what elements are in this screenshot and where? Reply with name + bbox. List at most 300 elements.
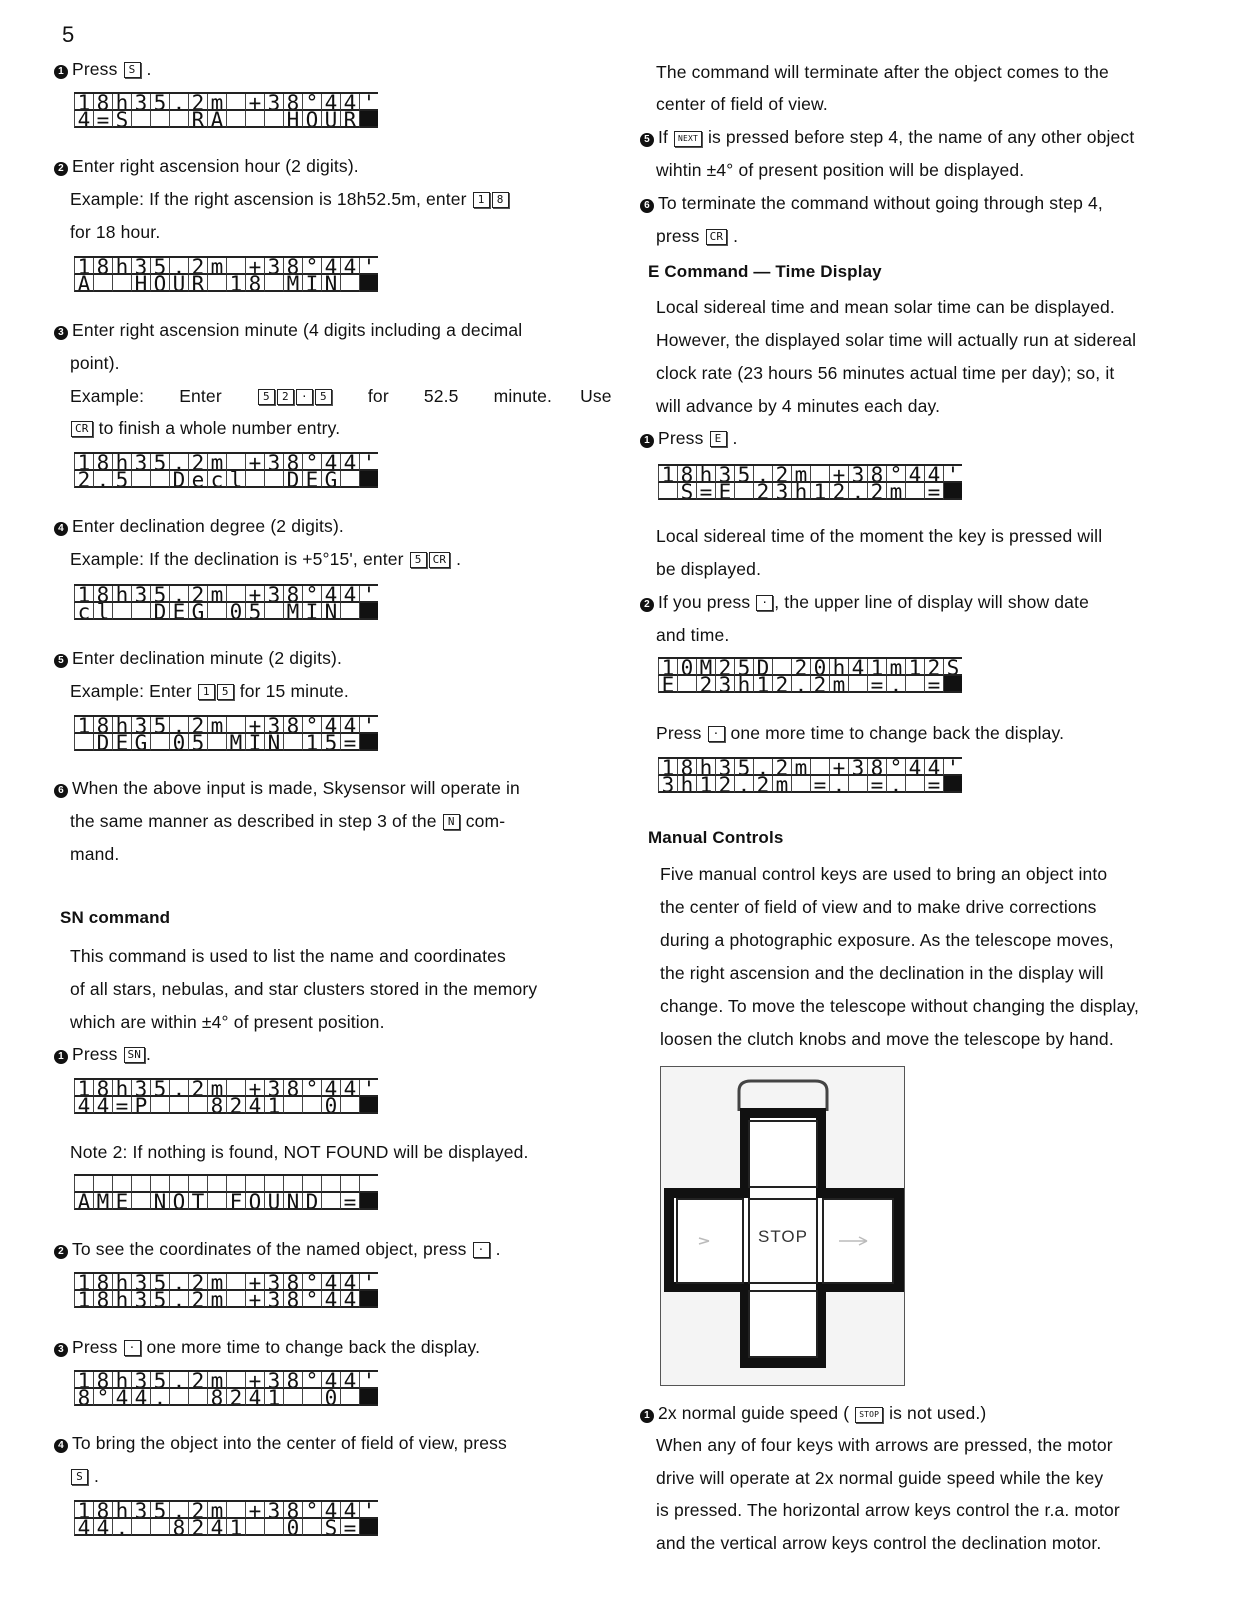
text-line: Five manual control keys are used to bring an object into bbox=[660, 864, 1108, 884]
lcd-cell: m bbox=[207, 94, 226, 111]
lcd-cell bbox=[264, 1176, 283, 1193]
lcd-cell: . bbox=[169, 717, 188, 734]
lcd-cell: 8 bbox=[283, 454, 302, 471]
lcd-cell: 2 bbox=[753, 776, 772, 793]
lcd-cell bbox=[245, 471, 264, 488]
step-number-icon: 2 bbox=[54, 1245, 68, 1259]
lcd-cell: 4 bbox=[321, 454, 340, 471]
lcd-cell: m bbox=[207, 1291, 226, 1308]
lcd-cell: D bbox=[169, 471, 188, 488]
lcd-cell: c bbox=[74, 603, 93, 620]
lcd-cell bbox=[207, 734, 226, 751]
stop-key-label: STOP bbox=[758, 1227, 808, 1246]
lcd-cell: 4 bbox=[905, 466, 924, 483]
lcd-cell: 4 bbox=[207, 1519, 226, 1536]
text-line: be displayed. bbox=[656, 559, 762, 579]
lcd-cell bbox=[264, 111, 283, 128]
lcd-cell: l bbox=[93, 603, 112, 620]
lcd-cell: 8 bbox=[677, 759, 696, 776]
lcd-cell: M bbox=[226, 734, 245, 751]
step-number-icon: 1 bbox=[54, 65, 68, 79]
lcd-cell bbox=[283, 1389, 302, 1406]
lcd-cell: h bbox=[829, 659, 848, 676]
lcd-cell: ° bbox=[302, 94, 321, 111]
lcd-cell: 4 bbox=[848, 659, 867, 676]
lcd-cell: m bbox=[207, 1274, 226, 1291]
lcd-cell: N bbox=[150, 1193, 169, 1210]
lcd-cell: 8 bbox=[207, 1389, 226, 1406]
lcd-cell: 1 bbox=[226, 275, 245, 292]
lcd-cell: h bbox=[112, 454, 131, 471]
lcd-cell bbox=[150, 1176, 169, 1193]
lcd-cell: 1 bbox=[264, 1097, 283, 1114]
step-6-line: 6 When the above input is made, Skysensor will operate in bbox=[54, 777, 520, 799]
step-number-icon: 5 bbox=[54, 654, 68, 668]
lcd-cell: 2 bbox=[188, 1274, 207, 1291]
lcd-cell bbox=[340, 1176, 359, 1193]
lcd-cell: 3 bbox=[848, 466, 867, 483]
lcd-cell bbox=[150, 1519, 169, 1536]
lcd-cell: 3 bbox=[264, 1274, 283, 1291]
lcd-cell: 3 bbox=[715, 466, 734, 483]
lcd-cell: G bbox=[188, 603, 207, 620]
lcd-cell: 5 bbox=[112, 471, 131, 488]
lcd-cell bbox=[359, 1389, 378, 1406]
lcd-cell: A bbox=[74, 1193, 93, 1210]
lcd-cell: 1 bbox=[74, 1080, 93, 1097]
lcd-cell bbox=[245, 111, 264, 128]
lcd-cell: = bbox=[810, 776, 829, 793]
lcd-cell: m bbox=[886, 659, 905, 676]
lcd-cell: M bbox=[696, 659, 715, 676]
lcd-cell: ' bbox=[359, 94, 378, 111]
example-line: Example: Enter 1 5 for 15 minute. bbox=[70, 681, 349, 701]
lcd-cell bbox=[188, 1389, 207, 1406]
lcd-cell bbox=[943, 776, 962, 793]
lcd-cell: c bbox=[207, 471, 226, 488]
lcd-cell: 4 bbox=[340, 94, 359, 111]
lcd-cell: 1 bbox=[658, 466, 677, 483]
lcd-cell: 2 bbox=[188, 94, 207, 111]
lcd-cell: 8 bbox=[93, 1274, 112, 1291]
lcd-cell bbox=[264, 275, 283, 292]
lcd-cell bbox=[848, 676, 867, 693]
lcd-cell: 1 bbox=[74, 1291, 93, 1308]
lcd-cell: = bbox=[93, 111, 112, 128]
lcd-cell: E bbox=[658, 676, 677, 693]
lcd-cell: I bbox=[302, 275, 321, 292]
lcd-cell: 3 bbox=[264, 1080, 283, 1097]
lcd-cell: I bbox=[302, 603, 321, 620]
lcd-cell: 4 bbox=[924, 466, 943, 483]
lcd-cell bbox=[226, 258, 245, 275]
lcd-cell: 8 bbox=[93, 717, 112, 734]
text-line: which are within ±4° of present position. bbox=[70, 1012, 385, 1032]
lcd-cell: A bbox=[74, 275, 93, 292]
lcd-cell bbox=[340, 1389, 359, 1406]
lcd-cell: + bbox=[245, 1502, 264, 1519]
step-number-icon: 3 bbox=[54, 1343, 68, 1357]
lcd-cell: 1 bbox=[658, 759, 677, 776]
lcd-cell: 4 bbox=[245, 1097, 264, 1114]
lcd-cell: m bbox=[886, 483, 905, 500]
lcd-cell: = bbox=[696, 483, 715, 500]
lcd-cell: 8 bbox=[867, 759, 886, 776]
lcd-cell: 5 bbox=[150, 1372, 169, 1389]
lcd-cell bbox=[169, 1389, 188, 1406]
text-line: However, the displayed solar time will actually run at sidereal bbox=[656, 330, 1137, 350]
lcd-cell bbox=[264, 471, 283, 488]
lcd-cell: 5 bbox=[734, 659, 753, 676]
lcd-cell: . bbox=[169, 454, 188, 471]
lcd-cell: 8 bbox=[93, 1372, 112, 1389]
lcd-cell: 4 bbox=[131, 1389, 150, 1406]
lcd-cell: 2 bbox=[924, 659, 943, 676]
lcd-cell: + bbox=[829, 466, 848, 483]
lcd-cell bbox=[169, 1097, 188, 1114]
page-number: 5 bbox=[62, 22, 75, 47]
lcd-cell: = bbox=[924, 483, 943, 500]
example-line: CR to finish a whole number entry. bbox=[70, 417, 340, 439]
key: 8 bbox=[492, 192, 509, 208]
lcd-cell: 4 bbox=[321, 1502, 340, 1519]
lcd-cell bbox=[207, 275, 226, 292]
lcd-cell: 1 bbox=[696, 776, 715, 793]
lcd-cell: = bbox=[924, 776, 943, 793]
lcd-cell: 8 bbox=[283, 717, 302, 734]
key-dot: · bbox=[473, 1242, 490, 1258]
lcd-cell: M bbox=[283, 275, 302, 292]
lcd-cell: 8 bbox=[283, 586, 302, 603]
lcd-cell bbox=[226, 111, 245, 128]
lcd-cell: 1 bbox=[74, 586, 93, 603]
lcd-cell: F bbox=[226, 1193, 245, 1210]
lcd-cell: 3 bbox=[264, 94, 283, 111]
lcd-cell: + bbox=[245, 94, 264, 111]
key: 5 bbox=[217, 684, 234, 700]
lcd-cell: D bbox=[150, 603, 169, 620]
lcd-cell: 4 bbox=[340, 454, 359, 471]
lcd-cell bbox=[226, 586, 245, 603]
lcd-cell: 2 bbox=[867, 483, 886, 500]
text-line: is pressed. The horizontal arrow keys control the r.a. motor bbox=[656, 1500, 1120, 1520]
lcd-cell: O bbox=[245, 1193, 264, 1210]
lcd-cell bbox=[226, 1080, 245, 1097]
lcd-cell: + bbox=[245, 1291, 264, 1308]
lcd-cell: ° bbox=[302, 1502, 321, 1519]
lcd-cell bbox=[359, 275, 378, 292]
lcd-cell: m bbox=[207, 1372, 226, 1389]
lcd-cell bbox=[321, 1193, 340, 1210]
lcd-cell: 4 bbox=[93, 1519, 112, 1536]
sn-step-4-line: 4 To bring the object into the center of field of view, press bbox=[54, 1432, 507, 1454]
lcd-cell: 1 bbox=[74, 94, 93, 111]
lcd-cell: H bbox=[131, 275, 150, 292]
lcd-cell: 4 bbox=[321, 1291, 340, 1308]
lcd-cell: = bbox=[867, 776, 886, 793]
manual-controls-heading: Manual Controls bbox=[648, 828, 784, 847]
lcd-cell: 3 bbox=[131, 1372, 150, 1389]
lcd-cell: N bbox=[321, 275, 340, 292]
lcd-cell: E bbox=[169, 603, 188, 620]
lcd-cell: 4 bbox=[74, 1519, 93, 1536]
lcd-cell: 4 bbox=[321, 586, 340, 603]
lcd-cell: 1 bbox=[867, 659, 886, 676]
lcd-cell: 3 bbox=[264, 258, 283, 275]
lcd-cell: 2 bbox=[188, 717, 207, 734]
lcd-cell: m bbox=[772, 776, 791, 793]
lcd-cell: h bbox=[112, 1372, 131, 1389]
lcd-cell: 8 bbox=[93, 1080, 112, 1097]
lcd-cell: 5 bbox=[150, 586, 169, 603]
lcd-cell: 8 bbox=[93, 586, 112, 603]
lcd-cell: 8 bbox=[93, 1291, 112, 1308]
lcd-cell: N bbox=[321, 603, 340, 620]
lcd-cell: E bbox=[715, 483, 734, 500]
lcd-cell: 1 bbox=[74, 717, 93, 734]
lcd-cell bbox=[207, 1176, 226, 1193]
lcd-cell: m bbox=[207, 586, 226, 603]
lcd-cell: m bbox=[207, 1080, 226, 1097]
lcd-cell bbox=[359, 1193, 378, 1210]
lcd-cell bbox=[131, 1193, 150, 1210]
lcd-cell: 1 bbox=[753, 676, 772, 693]
lcd-cell: 3 bbox=[131, 258, 150, 275]
lcd-cell: 2 bbox=[188, 454, 207, 471]
text-line: Press · one more time to change back the display. bbox=[656, 723, 1065, 743]
lcd-display bbox=[74, 1272, 378, 1308]
lcd-cell bbox=[150, 1097, 169, 1114]
lcd-cell bbox=[283, 734, 302, 751]
lcd-cell bbox=[772, 659, 791, 676]
lcd-cell: ° bbox=[302, 717, 321, 734]
lcd-cell: 8 bbox=[93, 1502, 112, 1519]
lcd-cell: ' bbox=[359, 717, 378, 734]
lcd-cell bbox=[340, 603, 359, 620]
lcd-cell bbox=[93, 275, 112, 292]
lcd-cell bbox=[340, 471, 359, 488]
lcd-cell: . bbox=[169, 258, 188, 275]
example-line: Example: Enter 5 2 · 5 for 52.5 minute. Use bbox=[70, 386, 612, 406]
lcd-cell bbox=[131, 603, 150, 620]
key: 5 bbox=[258, 389, 275, 405]
lcd-cell bbox=[226, 1372, 245, 1389]
text-line: loosen the clutch knobs and move the telescope by hand. bbox=[660, 1029, 1114, 1049]
lcd-cell: 1 bbox=[905, 659, 924, 676]
lcd-cell: ' bbox=[359, 258, 378, 275]
lcd-cell bbox=[226, 1291, 245, 1308]
lcd-cell bbox=[245, 1176, 264, 1193]
text-line: Local sidereal time of the moment the key is pressed will bbox=[656, 526, 1103, 546]
lcd-cell: m bbox=[207, 454, 226, 471]
key-e: E bbox=[710, 431, 727, 447]
lcd-cell: H bbox=[283, 111, 302, 128]
lcd-cell bbox=[302, 1097, 321, 1114]
lcd-cell bbox=[131, 1176, 150, 1193]
lcd-cell: O bbox=[302, 111, 321, 128]
lcd-cell: 2 bbox=[696, 676, 715, 693]
lcd-cell: 1 bbox=[302, 734, 321, 751]
lcd-cell: 3 bbox=[264, 717, 283, 734]
lcd-cell: 2 bbox=[772, 759, 791, 776]
lcd-display bbox=[74, 715, 378, 751]
lcd-cell bbox=[226, 717, 245, 734]
lcd-cell bbox=[74, 1176, 93, 1193]
lcd-cell: + bbox=[245, 1372, 264, 1389]
lcd-cell: 5 bbox=[321, 734, 340, 751]
lcd-cell: 3 bbox=[131, 1274, 150, 1291]
text-line: This command is used to list the name and coordinates bbox=[70, 946, 506, 966]
lcd-cell bbox=[112, 603, 131, 620]
text-line: and time. bbox=[656, 625, 730, 645]
key: 5 bbox=[410, 552, 427, 568]
lcd-cell bbox=[905, 676, 924, 693]
lcd-cell: 3 bbox=[131, 717, 150, 734]
lcd-cell: I bbox=[245, 734, 264, 751]
lcd-cell: 3 bbox=[131, 94, 150, 111]
lcd-cell: D bbox=[302, 1193, 321, 1210]
lcd-cell: h bbox=[696, 759, 715, 776]
sn-command-heading: SN command bbox=[60, 908, 171, 927]
step-number-icon: 6 bbox=[640, 199, 654, 213]
lcd-cell bbox=[359, 1291, 378, 1308]
note-line: Note 2: If nothing is found, NOT FOUND will be displayed. bbox=[70, 1142, 529, 1162]
lcd-cell: h bbox=[112, 586, 131, 603]
lcd-cell: 8 bbox=[283, 1372, 302, 1389]
lcd-cell: ° bbox=[302, 1080, 321, 1097]
lcd-cell: 3 bbox=[264, 586, 283, 603]
lcd-cell: 5 bbox=[150, 1291, 169, 1308]
e-command-heading: E Command — Time Display bbox=[648, 262, 882, 281]
step-number-icon: 1 bbox=[54, 1050, 68, 1064]
lcd-cell: 1 bbox=[74, 454, 93, 471]
lcd-cell: 8 bbox=[283, 1291, 302, 1308]
lcd-cell: . bbox=[169, 1274, 188, 1291]
lcd-cell: 2 bbox=[188, 258, 207, 275]
lcd-cell: . bbox=[169, 1502, 188, 1519]
lcd-display bbox=[658, 757, 962, 793]
key-dot: · bbox=[124, 1340, 141, 1356]
text-line: and the vertical arrow keys control the declination motor. bbox=[656, 1533, 1102, 1553]
lcd-cell: ' bbox=[359, 1080, 378, 1097]
lcd-cell: T bbox=[188, 1193, 207, 1210]
lcd-cell: 4 bbox=[321, 1274, 340, 1291]
lcd-cell bbox=[150, 111, 169, 128]
lcd-cell: 4 bbox=[340, 717, 359, 734]
key: CR bbox=[429, 552, 451, 568]
lcd-display bbox=[658, 657, 962, 693]
lcd-cell bbox=[207, 1193, 226, 1210]
lcd-cell: 4 bbox=[112, 1389, 131, 1406]
lcd-cell: 2 bbox=[188, 1502, 207, 1519]
lcd-cell: = bbox=[340, 734, 359, 751]
lcd-cell: D bbox=[753, 659, 772, 676]
lcd-cell: R bbox=[188, 275, 207, 292]
lcd-cell: 4 bbox=[321, 258, 340, 275]
lcd-cell: . bbox=[169, 586, 188, 603]
lcd-cell: E bbox=[302, 471, 321, 488]
key-sn: SN bbox=[124, 1047, 146, 1063]
lcd-cell bbox=[810, 466, 829, 483]
lcd-cell: + bbox=[245, 1274, 264, 1291]
lcd-display bbox=[74, 452, 378, 488]
lcd-cell: . bbox=[886, 776, 905, 793]
text-line: during a photographic exposure. As the telescope moves, bbox=[660, 930, 1114, 950]
lcd-cell: 1 bbox=[810, 483, 829, 500]
lcd-cell: 4 bbox=[340, 1080, 359, 1097]
lcd-cell: U bbox=[321, 111, 340, 128]
lcd-cell: 1 bbox=[226, 1519, 245, 1536]
lcd-cell: O bbox=[169, 1193, 188, 1210]
lcd-cell: 4 bbox=[321, 1080, 340, 1097]
lcd-display bbox=[74, 256, 378, 292]
text-line: clock rate (23 hours 56 minutes actual time per day); so, it bbox=[656, 363, 1115, 383]
step-number-icon: 6 bbox=[54, 784, 68, 798]
lcd-cell: 0 bbox=[226, 603, 245, 620]
text-line: the same manner as described in step 3 of the N com- bbox=[70, 811, 506, 831]
lcd-cell: + bbox=[245, 258, 264, 275]
lcd-cell: ° bbox=[302, 1274, 321, 1291]
key-n: N bbox=[443, 814, 460, 830]
lcd-cell: 4 bbox=[340, 258, 359, 275]
lcd-cell bbox=[283, 1097, 302, 1114]
lcd-cell: P bbox=[131, 1097, 150, 1114]
lcd-cell: . bbox=[169, 1080, 188, 1097]
lcd-cell: 0 bbox=[321, 1097, 340, 1114]
lcd-cell: ° bbox=[302, 586, 321, 603]
example-line: for 18 hour. bbox=[70, 222, 161, 242]
lcd-cell: + bbox=[245, 454, 264, 471]
lcd-cell: 8 bbox=[677, 466, 696, 483]
lcd-cell: . bbox=[150, 1389, 169, 1406]
text-line: center of field of view. bbox=[656, 94, 828, 114]
lcd-cell: 3 bbox=[715, 676, 734, 693]
lcd-cell: 8 bbox=[74, 1389, 93, 1406]
lcd-cell bbox=[188, 1097, 207, 1114]
lcd-cell: 3 bbox=[131, 1291, 150, 1308]
step-number-icon: 4 bbox=[54, 1439, 68, 1453]
lcd-cell: 5 bbox=[150, 258, 169, 275]
lcd-cell: 2 bbox=[226, 1389, 245, 1406]
lcd-cell: 4 bbox=[340, 1502, 359, 1519]
lcd-cell: ' bbox=[359, 586, 378, 603]
lcd-cell: m bbox=[791, 759, 810, 776]
lcd-cell bbox=[677, 676, 696, 693]
key-cr: CR bbox=[71, 421, 93, 437]
lcd-cell: l bbox=[226, 471, 245, 488]
lcd-cell bbox=[74, 734, 93, 751]
lcd-cell: . bbox=[791, 676, 810, 693]
key-dot: · bbox=[708, 726, 725, 742]
lcd-cell bbox=[943, 483, 962, 500]
lcd-cell: D bbox=[93, 734, 112, 751]
lcd-cell: 0 bbox=[677, 659, 696, 676]
lcd-cell: U bbox=[169, 275, 188, 292]
lcd-display bbox=[74, 584, 378, 620]
lcd-cell: 8 bbox=[169, 1519, 188, 1536]
lcd-cell: 5 bbox=[150, 1080, 169, 1097]
lcd-cell: 1 bbox=[658, 659, 677, 676]
lcd-cell: R bbox=[188, 111, 207, 128]
lcd-cell: = bbox=[340, 1193, 359, 1210]
example-line: Example: If the declination is +5°15', enter 5 CR . bbox=[70, 549, 462, 569]
lcd-cell: h bbox=[112, 1080, 131, 1097]
text-line: The command will terminate after the object comes to the bbox=[656, 62, 1109, 82]
text-line: When any of four keys with arrows are pressed, the motor bbox=[656, 1435, 1113, 1455]
lcd-cell bbox=[810, 759, 829, 776]
key: 1 bbox=[473, 192, 490, 208]
lcd-cell bbox=[791, 776, 810, 793]
